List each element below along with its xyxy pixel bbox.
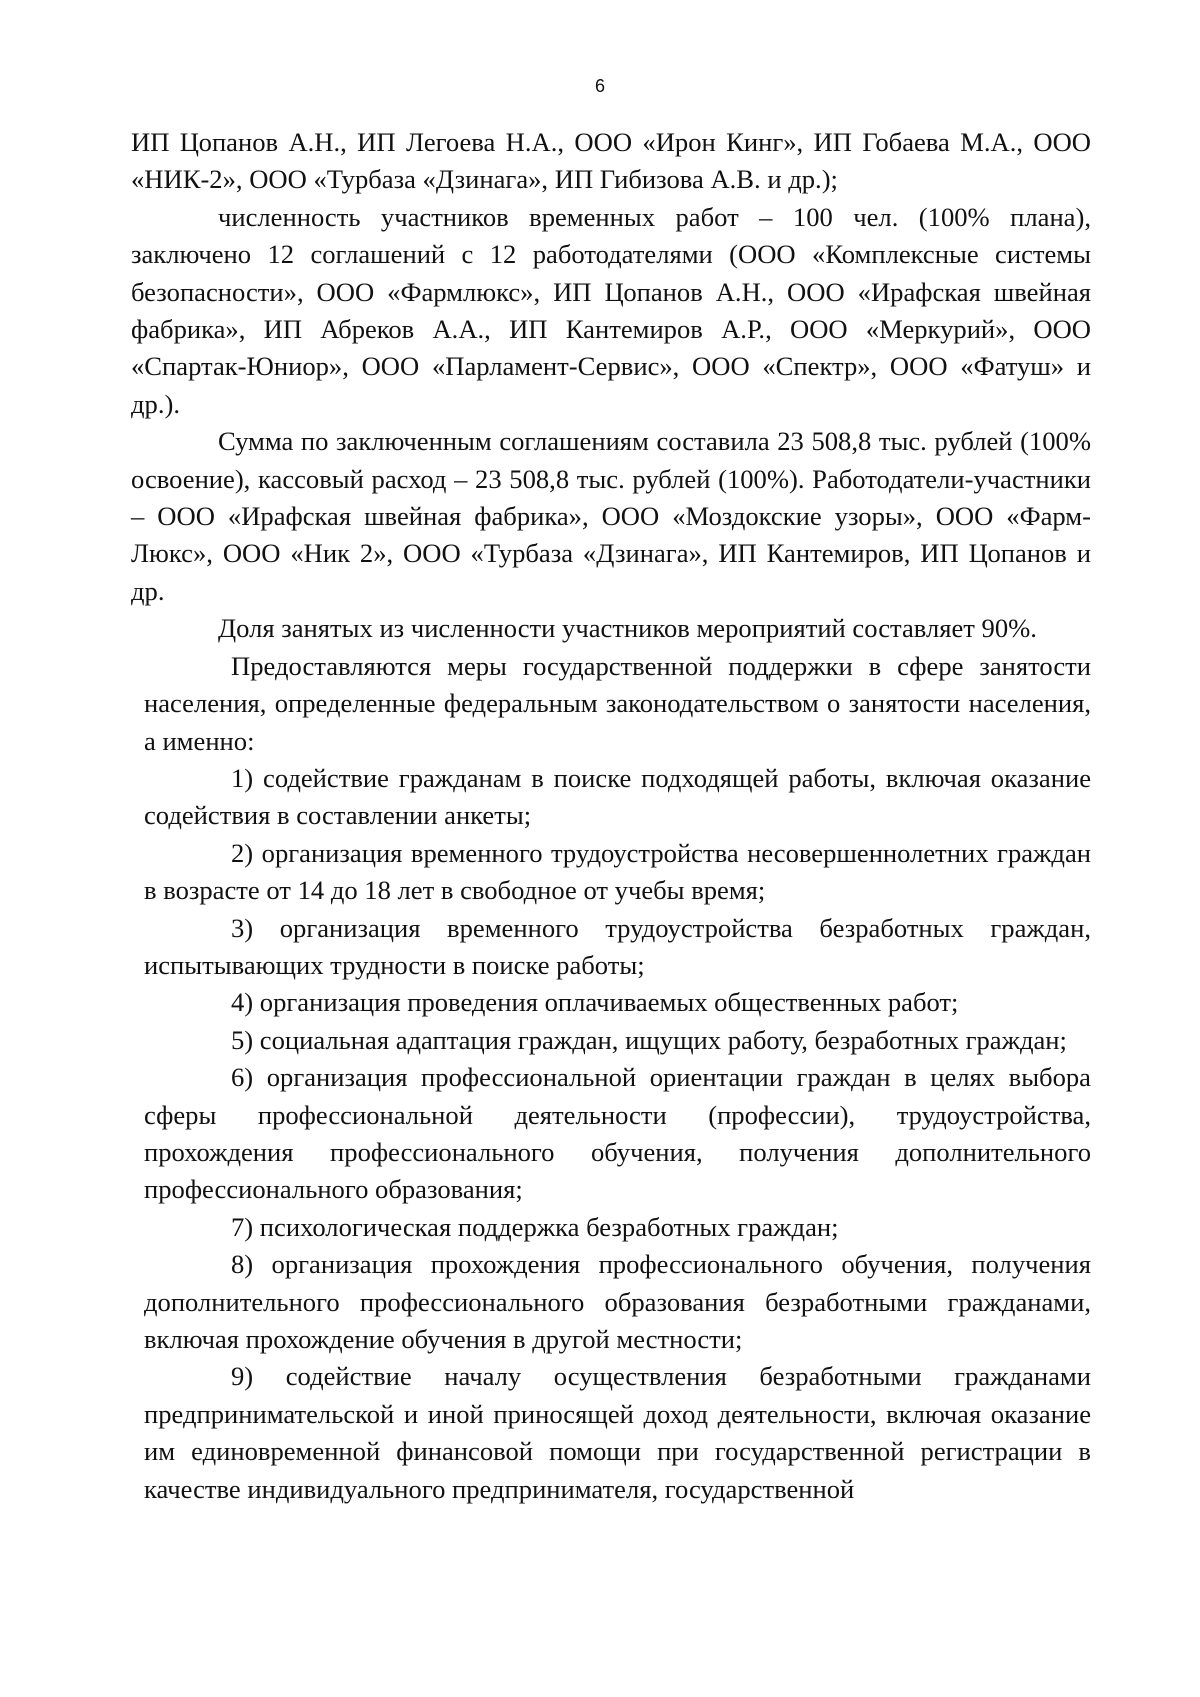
paragraph-support-measures-intro: Предоставляются меры государственной поддержки в сфере занятости населения, определенные федеральным законодательством о занятости населения, а именно: [144,650,1091,756]
list-item-measure-8: 8) организация прохождения профессионального обучения, получения дополнительного профессионального образования безработными гражданами, включая прохождение обучения в другой местности; [144,1249,1091,1354]
support-measures-section [144,648,1091,1508]
list-item-measure-2: 2) организация временного трудоустройства несовершеннолетних граждан в возрасте от 14 до 18 лет в свободное от учебы время; [144,837,1091,906]
page-number: 6 [594,76,605,96]
list-item-measure-4: 4) организация проведения оплачиваемых общественных работ; [231,987,959,1018]
paragraph-agreements-sum: Сумма по заключенным соглашениям составила 23 508,8 тыс. рублей (100% освоение), кассовый расход – 23 508,8 тыс. рублей (100%). Работодатели-участники – ООО «Ирафская швейная фабрика», ООО «Моздокские узоры», ООО «Фарм-Люкс», ООО «Ник 2», ООО «Турбаза «Дзинага», ИП Кантемиров, ИП Цопанов и др. [131,426,1091,606]
paragraph-employed-share: Доля занятых из численности участников мероприятий составляет 90%. [218,613,1037,644]
paragraph-temporary-work-participants: численность участников временных работ – 100 чел. (100% плана), заключено 12 соглашений с 12 работодателями (ООО «Комплексные системы безопасности», ООО «Фармлюкс», ИП Цопанов А.Н., ООО «Ирафская швейная фабрика», ИП Абреков А.А., ИП Кантемиров А.Р., ООО «Меркурий», ООО «Спартак-Юниор», ООО «Парламент-Сервис», ООО «Спектр», ООО «Фатуш» и др.). [131,201,1091,419]
list-item-measure-3: 3) организация временного трудоустройства безработных граждан, испытывающих трудности в поиске работы; [144,912,1091,980]
document-body [131,124,1091,1508]
paragraph-employers-list-continued: ИП Цопанов А.Н., ИП Легоева Н.А., ООО «Ирон Кинг», ИП Гобаева М.А., ООО «НИК-2», ООО «Турбаза «Дзинага», ИП Гибизова А.В. и др.); [131,127,1091,195]
list-item-measure-6: 6) организация профессиональной ориентации граждан в целях выбора сферы профессиональной деятельности (профессии), трудоустройства, прохождения профессионального обучения, получения дополнительного профессионального образования; [144,1062,1091,1205]
list-item-measure-9: 9) содействие началу осуществления безработными гражданами предпринимательской и иной приносящей доход деятельности, включая оказание им единовременной финансовой помощи при государственной регистрации в качестве индивидуального предпринимателя, государственной [144,1361,1091,1504]
list-item-measure-5: 5) социальная адаптация граждан, ищущих работу, безработных граждан; [231,1024,1067,1055]
list-item-measure-7: 7) психологическая поддержка безработных граждан; [231,1211,839,1242]
list-item-measure-1: 1) содействие гражданам в поиске подходящей работы, включая оказание содействия в составлении анкеты; [144,762,1091,831]
